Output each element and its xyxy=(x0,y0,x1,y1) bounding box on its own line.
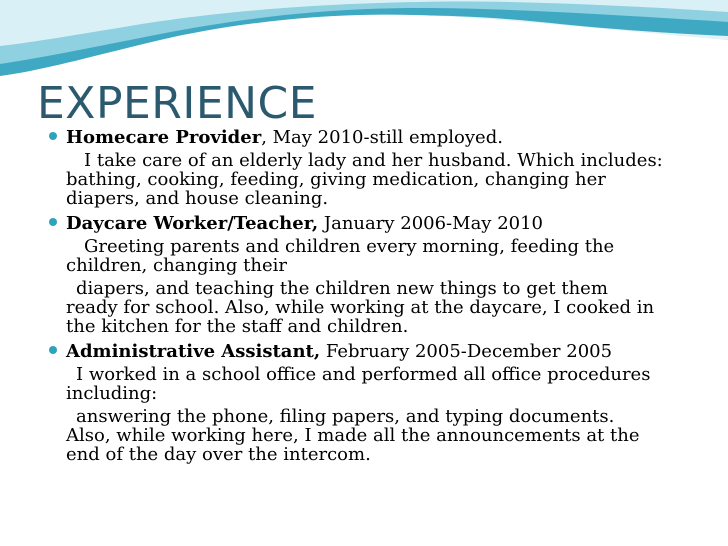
experience-item-admin xyxy=(49,340,699,464)
job-title: Daycare Worker/Teacher, xyxy=(66,213,319,234)
experience-item-daycare xyxy=(49,212,699,336)
bullet-icon xyxy=(49,218,57,226)
job-description: I take care of an elderly lady and her husband. Which includes: bathing, cooking, feeding, giving medication, changing her diapers, and house cleaning. xyxy=(66,150,663,209)
job-description: Greeting parents and children every morning, feeding the children, changing their xyxy=(66,236,615,276)
job-title: Administrative Assistant, xyxy=(66,341,321,362)
job-dates: , May 2010-still employed. xyxy=(261,127,503,148)
item-heading xyxy=(66,212,699,237)
item-heading xyxy=(66,340,699,365)
job-title: Homecare Provider xyxy=(66,127,262,148)
header-wave-decoration xyxy=(0,0,728,90)
bullet-icon xyxy=(49,132,57,140)
bullet-icon xyxy=(49,346,57,354)
experience-list xyxy=(49,126,699,468)
job-dates: January 2006-May 2010 xyxy=(318,213,544,234)
experience-item-homecare xyxy=(49,126,699,208)
job-description: I worked in a school office and performed all office procedures including: xyxy=(66,364,651,404)
job-dates: February 2005-December 2005 xyxy=(320,341,613,362)
item-heading xyxy=(66,126,699,151)
job-description: answering the phone, filing papers, and typing documents. Also, while working here, I made all the announcements at the end of the day over the intercom. xyxy=(66,406,640,465)
job-description: diapers, and teaching the children new things to get them ready for school. Also, while working at the daycare, I cooked in the kitchen for the staff and children. xyxy=(66,278,655,337)
slide-title: EXPERIENCE xyxy=(37,78,318,129)
